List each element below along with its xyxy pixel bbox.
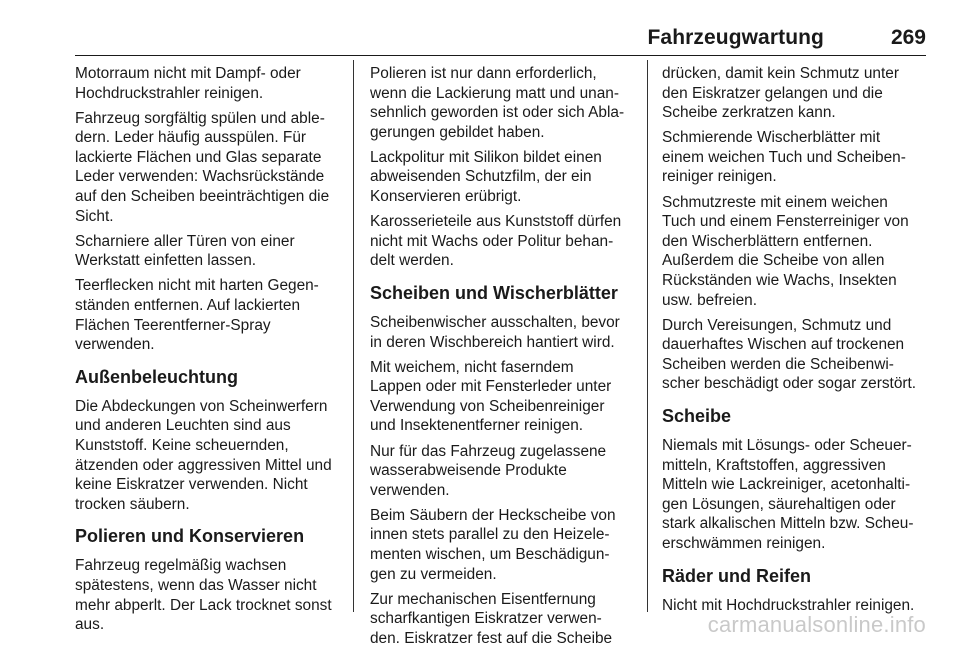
text-line: Fahrzeug regelmäßig wachsen: [75, 557, 287, 575]
text-line: delt werden.: [370, 252, 454, 270]
text-line: Schmutzreste mit einem weichen: [662, 193, 888, 211]
text-line: Nicht mit Hochdruckstrahler reinigen.: [662, 596, 915, 614]
paragraph: [370, 506, 634, 584]
text-line: und anderen Leuchten sind aus: [75, 417, 291, 435]
text-line: wenn die Lackierung matt und unan-: [370, 84, 619, 102]
text-line: Sicht.: [75, 207, 114, 225]
paragraph: [75, 556, 341, 634]
text-line: gerungen gebildet haben.: [370, 123, 545, 141]
text-line: Scheibenwischer ausschalten, bevor: [370, 313, 620, 331]
text-line: verwenden.: [370, 481, 450, 499]
text-line: Kunststoff. Keine scheuernden,: [75, 437, 289, 454]
paragraph: [75, 232, 341, 271]
paragraph: [370, 313, 634, 352]
text-line: verwenden.: [75, 336, 155, 354]
text-line: und Insektenentferner reinigen.: [370, 417, 584, 435]
paragraph: [75, 397, 341, 515]
text-line: Scheiben werden die Scheibenwi-: [662, 355, 894, 373]
text-line: scharfkantigen Eiskratzer verwen-: [370, 610, 602, 628]
text-line: keine Eiskratzer verwenden. Nicht: [75, 476, 308, 494]
text-line: Tuch und einem Fensterreiniger von: [662, 213, 909, 231]
section-heading: Scheiben und Wischerblätter: [370, 282, 618, 303]
paragraph: [370, 148, 634, 207]
text-line: Niemals mit Lösungs- oder Scheuer-: [662, 437, 912, 454]
text-line: stark alkalischen Mitteln bzw. Scheu-: [662, 515, 914, 533]
text-line: sehnlich geworden ist oder sich Abla-: [370, 104, 625, 122]
header-rule: [75, 55, 926, 56]
text-line: nicht mit Wachs oder Politur behan-: [370, 232, 614, 250]
section-heading: Polieren und Konservieren: [75, 526, 305, 547]
text-line: Verwendung von Scheibenreiniger: [370, 397, 605, 415]
text-line: ständen entfernen. Auf lackierten: [75, 297, 301, 315]
text-line: Konservieren erübrigt.: [370, 188, 522, 206]
text-line: Scharniere aller Türen von einer: [75, 232, 295, 250]
text-line: dauerhaftes Wischen auf trockenen: [662, 336, 905, 354]
text-line: den Eiskratzer gelangen und die: [662, 84, 883, 102]
text-line: Motorraum nicht mit Dampf- oder: [75, 65, 301, 82]
text-line: Fahrzeug sorgfältig spülen und able-: [75, 109, 325, 127]
text-line: Mit weichem, nicht faserndem: [370, 358, 574, 376]
paragraph: [662, 128, 926, 187]
paragraph: [370, 590, 634, 649]
text-line: Mitteln wie Lackreiniger, acetonhalti-: [662, 476, 911, 494]
text-line: wasserabweisende Produkte: [370, 462, 567, 480]
paragraph: [370, 358, 634, 436]
text-line: spätestens, wenn das Wasser nicht: [75, 576, 317, 594]
text-line: Werkstatt einfetten lassen.: [75, 252, 257, 270]
text-line: aus.: [75, 616, 105, 634]
text-line: reiniger reinigen.: [662, 168, 777, 186]
paragraph: [75, 64, 341, 103]
text-line: abweisenden Schutzfilm, der ein: [370, 168, 592, 186]
text-line: innen stets parallel zu den Heizele-: [370, 526, 610, 544]
text-line: Leder verwenden: Wachsrückstände: [75, 168, 325, 186]
text-line: Durch Vereisungen, Schmutz und: [662, 316, 892, 334]
text-line: mitteln, Kraftstoffen, aggressiven: [662, 456, 886, 474]
text-line: gen zu vermeiden.: [370, 565, 497, 583]
text-line: Teerflecken nicht mit harten Gegen-: [75, 277, 319, 295]
watermark: carmanualsonline.info: [707, 612, 926, 637]
text-line: Die Abdeckungen von Scheinwerfern: [75, 397, 328, 415]
text-line: Nur für das Fahrzeug zugelassene: [370, 442, 607, 460]
paragraph: [662, 193, 926, 311]
text-line: Lappen oder mit Fensterleder unter: [370, 378, 612, 396]
paragraph: [370, 64, 634, 142]
text-line: Rückständen wie Wachs, Insekten: [662, 271, 897, 289]
paragraph: [370, 442, 634, 501]
text-line: mehr abperlt. Der Lack trocknet sonst: [75, 596, 332, 614]
section-heading: Räder und Reifen: [662, 565, 812, 586]
text-line: Scheibe zerkratzen kann.: [662, 104, 836, 122]
text-line: Zur mechanischen Eisentfernung: [370, 590, 596, 608]
text-line: dern. Leder häufig ausspülen. Für: [75, 129, 307, 147]
text-line: scher beschädigt oder sogar zerstört.: [662, 375, 917, 393]
text-line: einem weichen Tuch und Scheiben-: [662, 148, 906, 166]
text-line: usw. befreien.: [662, 291, 757, 309]
page-header: [0, 0, 960, 62]
paragraph: [662, 64, 926, 123]
text-line: erschwämmen reinigen.: [662, 534, 826, 552]
text-line: gen Lösungen, säurehaltigen oder: [662, 495, 896, 513]
column-divider: [647, 60, 648, 612]
text-line: in deren Wischbereich hantiert wird.: [370, 333, 615, 351]
paragraph: [75, 109, 341, 227]
text-line: Außerdem die Scheibe von allen: [662, 252, 885, 270]
text-line: Polieren ist nur dann erforderlich,: [370, 65, 597, 82]
paragraph: [370, 212, 634, 271]
text-line: ätzenden oder aggressiven Mittel und: [75, 456, 332, 474]
text-line: auf den Scheiben beeinträchtigen die: [75, 188, 330, 206]
text-line: Lackpolitur mit Silikon bildet einen: [370, 148, 602, 166]
section-title: Fahrzeugwartung: [647, 26, 824, 49]
section-heading: Außenbeleuchtung: [75, 366, 238, 387]
text-line: den Wischerblättern entfernen.: [662, 232, 873, 250]
text-line: Schmierende Wischerblätter mit: [662, 129, 881, 147]
section-heading: Scheibe: [662, 406, 732, 426]
text-line: Flächen Teerentferner-Spray: [75, 316, 271, 334]
paragraph: [662, 436, 926, 554]
text-line: drücken, damit kein Schmutz unter: [662, 65, 899, 82]
column-3: [662, 64, 926, 621]
column-2: [370, 64, 634, 654]
text-line: den. Eiskratzer fest auf die Scheibe: [370, 629, 613, 647]
text-line: menten wischen, um Beschädigun-: [370, 545, 610, 563]
paragraph: [75, 276, 341, 354]
text-line: trocken säubern.: [75, 495, 190, 513]
page-number: 269: [890, 26, 926, 49]
text-line: Beim Säubern der Heckscheibe von: [370, 506, 616, 524]
text-line: Hochdruckstrahler reinigen.: [75, 84, 264, 102]
column-1: [75, 64, 341, 640]
paragraph: [662, 316, 926, 394]
column-divider: [353, 60, 354, 612]
text-line: lackierte Flächen und Glas separate: [75, 148, 322, 166]
text-line: Karosserieteile aus Kunststoff dürfen: [370, 213, 622, 231]
